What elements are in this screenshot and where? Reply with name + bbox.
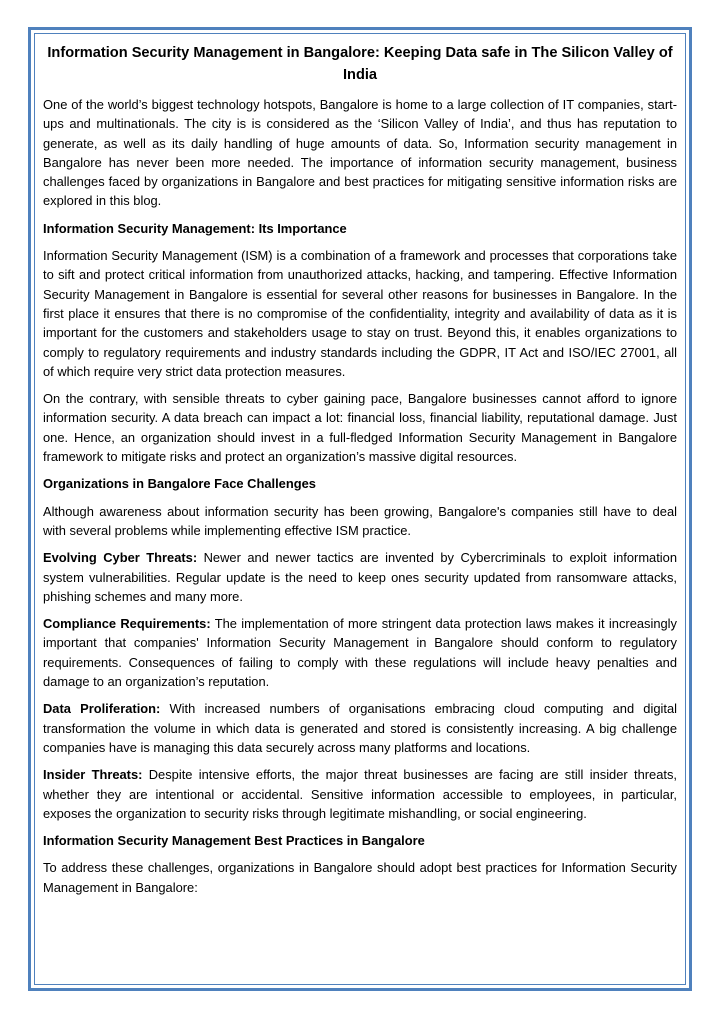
challenge-label: Compliance Requirements: bbox=[43, 616, 211, 632]
challenge-label: Evolving Cyber Threats: bbox=[43, 550, 198, 566]
document-title: Information Security Management in Bangalore: Keeping Data safe in The Silicon Valley of India bbox=[47, 45, 673, 83]
challenge-label: Insider Threats: bbox=[43, 767, 143, 783]
section-heading-best-practices: Information Security Management Best Practices in Bangalore bbox=[43, 833, 425, 849]
importance-paragraph-2: On the contrary, with sensible threats to cyber gaining pace, Bangalore businesses cannot afford to ignore information security. A data breach can impact a lot: financial loss, financial liability, reputational damage. Just one. Hence, an organization should invest in a full-fledged Information Security Management in Bangalore framework to mitigate risks and protect an organization’s massive digital resources. bbox=[43, 391, 677, 465]
challenge-label: Data Proliferation: bbox=[43, 701, 161, 717]
challenge-text: Newer and newer tactics are invented by Cybercriminals to exploit information system vulnerabilities. Regular update is the need to keep ones security updated from ransomware attacks, phishing schemes and many more. bbox=[43, 550, 678, 604]
challenge-item bbox=[43, 614, 677, 691]
challenge-text: The implementation of more stringent data protection laws makes it increasingly important that companies' Information Security Management in Bangalore should conform to regulatory requirements. Consequences of failing to comply with these regulations will include heavy penalties and damage to an organization’s reputation. bbox=[43, 616, 677, 690]
challenge-text: Despite intensive efforts, the major threat businesses are facing are still insider threats, whether they are intentional or accidental. Sensitive information accessible to employees, in particular, exposes the organization to security risks through legitimate mishandling, or social engineering. bbox=[43, 767, 677, 821]
challenge-item bbox=[43, 548, 677, 606]
best-practices-paragraph: To address these challenges, organizations in Bangalore should adopt best practices for Information Security Management in Bangalore: bbox=[43, 860, 677, 895]
importance-paragraph-1: Information Security Management (ISM) is a combination of a framework and processes that corporations take to sift and protect critical information from unauthorized attacks, hacking, and tampering. Effective Information Security Management in Bangalore is essential for several other reasons for businesses in Bangalore. In the first place it ensures that there is no compromise of the confidentiality, integrity and availability of data as it is important for the customers and stakeholders usage to stay on trust. Beyond this, it enables organizations to comply to regulatory requirements and industry standards including the GDPR, IT Act and ISO/IEC 27001, all of which require very strict data protection measures. bbox=[43, 248, 677, 379]
section-heading-challenges: Organizations in Bangalore Face Challenges bbox=[43, 476, 316, 492]
document-body bbox=[43, 42, 677, 905]
challenges-paragraph: Although awareness about information security has been growing, Bangalore's companies still have to deal with several problems while implementing effective ISM practice. bbox=[43, 503, 677, 538]
challenge-text: With increased numbers of organisations embracing cloud computing and digital transformation the volume in which data is generated and stored is consistently increasing. A big challenge companies have is managing this data securely across many platforms and locations. bbox=[43, 701, 677, 755]
section-heading-importance: Information Security Management: Its Importance bbox=[43, 220, 347, 236]
intro-paragraph: One of the world’s biggest technology hotspots, Bangalore is home to a large collection of IT companies, start-ups and multinationals. The city is is considered as the ‘Silicon Valley of India’, and thus has reputation to generate, as well as its daily handling of huge amounts of data. So, Information security management in Bangalore has never been more needed. The importance of information security management, business challenges faced by organizations in Bangalore and best practices for mitigating sensitive information risks are explored in this blog. bbox=[43, 97, 677, 209]
challenge-item bbox=[43, 699, 677, 757]
challenge-item bbox=[43, 765, 677, 823]
